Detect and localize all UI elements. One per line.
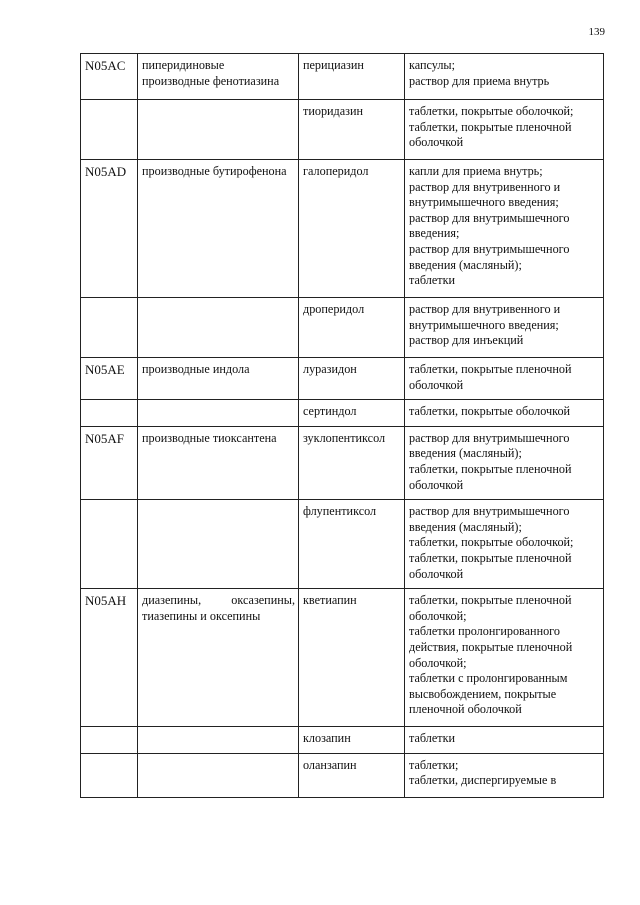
dosage-form: таблетки [409,731,456,746]
group-cell [138,100,299,160]
dosage-form: таблетки, покрытые оболочкой; [409,104,574,118]
drug-name-cell: оланзапин [299,753,405,797]
group-cell: производные индола [138,358,299,400]
dosage-forms-cell [405,500,604,589]
dosage-form: таблетки, покрытые оболочкой; [409,535,574,550]
group-cell: пиперидиновые производные фенотиазина [138,54,299,100]
group-cell: производные тиоксантена [138,426,299,499]
dosage-form: таблетки, покрытые пленочной оболочкой [409,119,572,150]
dosage-form: раствор для инъекций [409,333,524,348]
atc-code-cell: N05AF [81,426,138,499]
atc-code-cell: N05AC [81,54,138,100]
drug-classification-table [80,53,604,798]
dosage-forms-cell [405,589,604,727]
dosage-form: раствор для внутримышечного введения (масляный); [409,504,570,534]
drug-name-cell: галоперидол [299,160,405,298]
dosage-forms-cell [405,54,604,100]
table-row [81,753,604,797]
group-cell: производные бутирофенона [138,160,299,298]
dosage-form: таблетки, покрытые пленочной оболочкой [409,550,572,581]
table-row [81,160,604,298]
dosage-form: таблетки, покрытые пленочной оболочкой; [409,593,572,623]
dosage-form: таблетки пролонгированного действия, покрытые пленочной оболочкой; [409,624,573,670]
group-cell [138,298,299,358]
group-cell [138,727,299,754]
dosage-forms-cell [405,160,604,298]
drug-name-cell: зуклопентиксол [299,426,405,499]
dosage-form: таблетки, покрытые пленочной оболочкой [409,362,572,392]
group-cell [138,500,299,589]
dosage-form: раствор для внутривенного и внутримышечного введения; [409,302,561,332]
atc-code-cell [81,753,138,797]
dosage-form: таблетки [409,273,456,288]
dosage-forms-cell [405,358,604,400]
table-row [81,727,604,754]
dosage-form: раствор для внутривенного и внутримышечного введения; [409,179,561,210]
table-row [81,500,604,589]
dosage-form: раствор для внутримышечного введения (масляный); [409,241,570,272]
table-row [81,426,604,499]
table-row [81,100,604,160]
atc-code-cell [81,100,138,160]
table-row [81,589,604,727]
dosage-form: таблетки, диспергируемые в [409,773,557,788]
atc-code-cell: N05AE [81,358,138,400]
dosage-forms-cell [405,753,604,797]
drug-name-cell: луразидон [299,358,405,400]
atc-code-cell [81,500,138,589]
dosage-form: таблетки, покрытые оболочкой [409,404,571,419]
group-cell: диазепины, оксазепины, тиазепины и оксепины [138,589,299,727]
dosage-forms-cell [405,426,604,499]
drug-name-cell: дроперидол [299,298,405,358]
dosage-form: таблетки, покрытые пленочной оболочкой [409,461,572,492]
dosage-form: капсулы; [409,58,455,72]
drug-name-cell: кветиапин [299,589,405,727]
table-row [81,400,604,427]
dosage-forms-cell [405,100,604,160]
group-cell [138,400,299,427]
drug-name-cell: тиоридазин [299,100,405,160]
dosage-form: раствор для внутримышечного введения; [409,210,570,241]
dosage-form: таблетки с пролонгированным высвобождением, покрытые пленочной оболочкой [409,671,568,717]
table-row [81,358,604,400]
dosage-form: капли для приема внутрь; [409,164,543,178]
dosage-forms-cell [405,727,604,754]
dosage-forms-cell [405,298,604,358]
dosage-form: раствор для приема внутрь [409,73,550,88]
drug-name-cell: перициазин [299,54,405,100]
atc-code-cell [81,298,138,358]
table-row [81,298,604,358]
drug-name-cell: клозапин [299,727,405,754]
group-cell [138,753,299,797]
page-number: 139 [588,26,605,38]
table-row [81,54,604,100]
dosage-form: таблетки; [409,757,459,772]
drug-name-cell: сертиндол [299,400,405,427]
atc-code-cell [81,727,138,754]
dosage-form: раствор для внутримышечного введения (масляный); [409,430,570,461]
atc-code-cell [81,400,138,427]
atc-code-cell: N05AH [81,589,138,727]
drug-name-cell: флупентиксол [299,500,405,589]
dosage-forms-cell [405,400,604,427]
atc-code-cell: N05AD [81,160,138,298]
